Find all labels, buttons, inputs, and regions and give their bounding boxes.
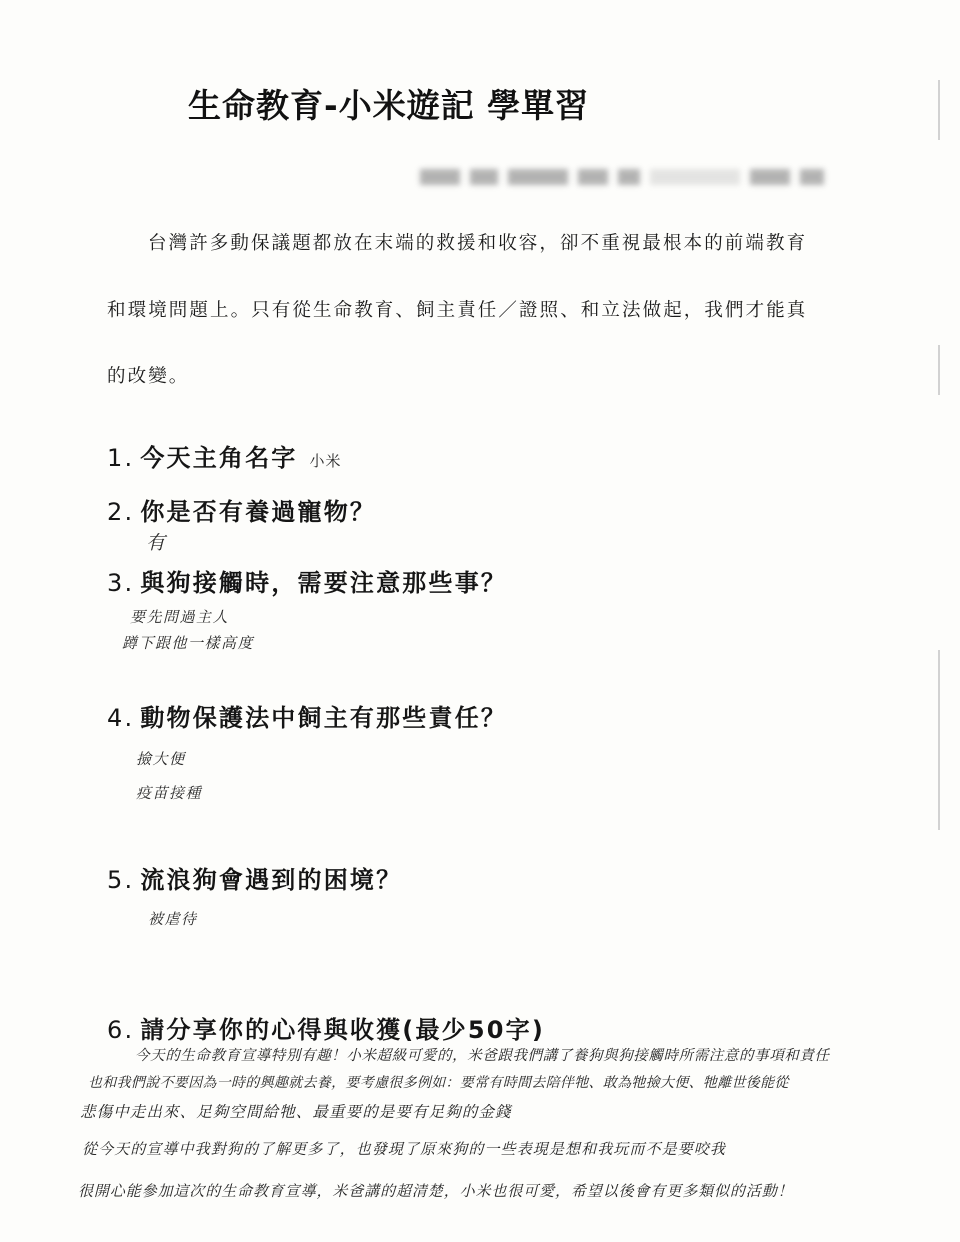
handwritten-answer: 疫苗接種: [136, 784, 203, 802]
handwritten-essay-line: 也和我們說不要因為一時的興趣就去養，要考慮很多例如：要常有時間去陪伴牠、敢為牠撿大便、牠離世後能從: [88, 1075, 789, 1091]
question-text: 流浪狗會遇到的困境？: [140, 866, 403, 894]
handwritten-essay-line: 悲傷中走出來、足夠空間給牠、最重要的是要有足夠的金錢: [80, 1103, 512, 1121]
question-text: 與狗接觸時，需要注意那些事？: [140, 569, 508, 597]
page-edge-line: [938, 80, 940, 140]
intro-line: 的改變。: [107, 366, 190, 387]
page-edge-line: [938, 650, 940, 830]
handwritten-answer: 有: [146, 532, 167, 554]
handwritten-essay-line: 今天的生命教育宣導特別有趣！小米超級可愛的，米爸跟我們講了養狗與狗接觸時所需注意的事項和責任: [135, 1048, 830, 1064]
question-text: 你是否有養過寵物？: [140, 498, 377, 526]
handwritten-essay-line: 從今天的宣導中我對狗的了解更多了，也發現了原來狗的一些表現是想和我玩而不是要咬我: [82, 1140, 727, 1158]
question-3: 3. 與狗接觸時，需要注意那些事？: [107, 569, 508, 597]
handwritten-answer: 蹲下跟他一樣高度: [122, 634, 255, 652]
question-4: 4. 動物保護法中飼主有那些責任？: [107, 704, 508, 732]
handwritten-answer: 要先問過主人: [130, 608, 230, 626]
handwritten-essay-line: 很開心能參加這次的生命教育宣導，米爸講的超清楚，小米也很可愛，希望以後會有更多類似的活動！: [78, 1182, 794, 1200]
question-text: 動物保護法中飼主有那些責任？: [140, 704, 508, 732]
worksheet-title: 生命教育-小米遊記 學單習: [188, 86, 590, 125]
handwritten-answer: 撿大便: [136, 750, 186, 768]
handwritten-answer: 被虐待: [148, 910, 198, 928]
intro-line: 和環境問題上。只有從生命教育、飼主責任／證照、和立法做起，我們才能真: [107, 300, 808, 321]
question-text: 請分享你的心得與收獲(最少50字): [140, 1016, 546, 1044]
intro-line: 台灣許多動保議題都放在末端的救援和收容，卻不重視最根本的前端教育: [148, 233, 808, 254]
page-edge-line: [938, 345, 940, 395]
question-6: 6. 請分享你的心得與收獲(最少50字): [107, 1016, 546, 1044]
handwritten-answer: 小米: [309, 452, 342, 470]
redacted-name-field: [420, 163, 840, 191]
question-5: 5. 流浪狗會遇到的困境？: [107, 866, 403, 894]
question-2: 2. 你是否有養過寵物？: [107, 498, 377, 526]
question-1: 1. 今天主角名字 小米: [107, 444, 342, 472]
question-text: 今天主角名字: [140, 444, 298, 472]
